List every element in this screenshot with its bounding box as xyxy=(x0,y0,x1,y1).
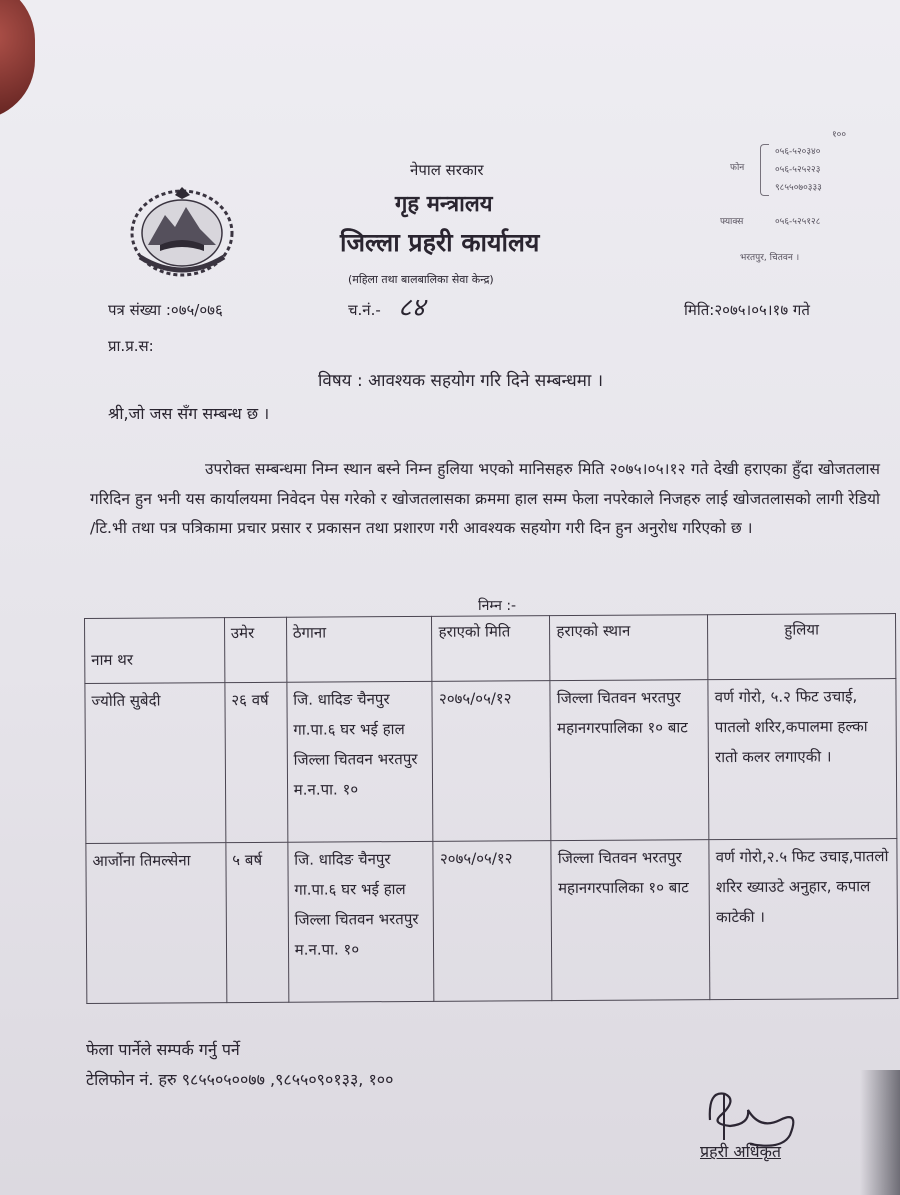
phone-1: ०५६-५२०३४० xyxy=(775,147,821,157)
row2-description: वर्ण गोरो,२.५ फिट उचाइ,पातलो शरिर ख्याउटे अनुहार, कपाल काटेकी । xyxy=(709,839,898,1000)
table-row xyxy=(85,679,897,844)
header-ministry: गृह मन्त्रालय xyxy=(395,192,493,217)
contact-top: १०० xyxy=(832,130,847,140)
subject-line: विषय : आवश्यक सहयोग गरि दिने सम्बन्धमा । xyxy=(318,371,604,391)
row2-address: जि. धादिङ चैनपुर गा.पा.६ घर भई हाल जिल्ला चितवन भरतपुर म.न.पा. १० xyxy=(288,841,435,1002)
body-paragraph: उपरोक्त सम्बन्धमा निम्न स्थान बस्ने निम्न हुलिया भएको मानिसहरु मिति २०७५।०५।१२ गते देखी हराएका हुँदा खोजतलास गरिदिन हुन भनी यस कार्यालयमा निवेदन पेस गरेको र खोजतलासका क्रममा हाल सम्म फेला नपरेकाले निजहरु लाई खोजतलासको लागी रेडियो /टि.भी तथा पत्र पत्रिकामा प्रचार प्रसार र प्रकासन तथा प्रशारण गरी आवश्यक सहयोग गरी दिन हुन अनुरोध गरिएको छ । xyxy=(90,460,880,537)
row1-age: २६ वर्ष xyxy=(225,682,288,842)
missing-persons-table xyxy=(84,613,898,1004)
header-unit: (महिला तथा बालबालिका सेवा केन्द्र) xyxy=(348,273,494,286)
phone-2: ०५६-५२५२२३ xyxy=(775,165,821,175)
row2-place: जिल्ला चितवन भरतपुर महानगरपालिका १० बाट xyxy=(551,840,710,1001)
footer-phones: टेलिफोन नं. हरु ९८५५०५००७७ ,९८५५०९०१३३, १०० xyxy=(86,1070,394,1089)
table-caption: निम्न :- xyxy=(478,598,517,614)
phone-brace xyxy=(760,144,769,196)
nepal-emblem-icon xyxy=(120,185,245,285)
row1-place: जिल्ला चितवन भरतपुर महानगरपालिका १० बाट xyxy=(550,680,709,841)
row1-name: ज्योति सुबेदी xyxy=(85,683,226,844)
col-description-header: हुलिया xyxy=(708,614,896,680)
letter-number: पत्र संख्या :०७५/०७६ xyxy=(108,301,223,319)
thumb-shadow xyxy=(0,0,35,120)
addressee: श्री,जो जस सँग सम्बन्ध छ । xyxy=(108,404,270,423)
row1-date: २०७५/०५/१२ xyxy=(432,681,551,842)
office-ref: प्रा.प्र.स: xyxy=(108,337,154,355)
col-address-header: ठेगाना xyxy=(286,616,432,682)
letter-date: मिति:२०७५।०५।१७ गते xyxy=(684,301,810,319)
row2-date: २०७५/०५/१२ xyxy=(433,841,552,1002)
signatory-title: प्रहरी अधिकृत xyxy=(700,1142,781,1161)
fax-number: ०५६-५२५१२८ xyxy=(775,217,821,227)
row2-name: आर्जोना तिमल्सेना xyxy=(86,843,227,1004)
header-office: जिल्ला प्रहरी कार्यालय xyxy=(340,228,540,257)
fax-label: फ्याक्स xyxy=(720,217,744,227)
col-age-header: उमेर xyxy=(224,617,286,682)
phone-3: ९८५५०७०३३३ xyxy=(775,183,822,193)
table-header-row xyxy=(85,614,896,684)
office-place: भरतपुर, चितवन । xyxy=(740,253,800,263)
row2-age: ५ बर्ष xyxy=(226,842,289,1002)
phone-label: फोन xyxy=(730,163,745,173)
footer-instruction: फेला पार्नेले सम्पर्क गर्नु पर्ने xyxy=(86,1040,240,1059)
header-government: नेपाल सरकार xyxy=(410,161,484,179)
contact-block xyxy=(720,122,870,272)
col-name-header: नाम थर xyxy=(85,618,225,684)
page-fold-shadow xyxy=(860,1070,900,1195)
row1-address: जि. धादिङ चैनपुर गा.पा.६ घर भई हाल जिल्ला चितवन भरतपुर म.न.पा. १० xyxy=(287,681,434,842)
table-row xyxy=(86,839,898,1004)
row1-description: वर्ण गोरो, ५.२ फिट उचाई, पातलो शरिर,कपालमा हल्का रातो कलर लगाएकी । xyxy=(708,679,897,840)
dispatch-number: ८४ xyxy=(398,293,426,323)
dispatch-label: च.नं.- xyxy=(348,301,381,319)
col-date-header: हराएको मिति xyxy=(432,616,550,682)
col-place-header: हराएको स्थान xyxy=(550,615,708,681)
